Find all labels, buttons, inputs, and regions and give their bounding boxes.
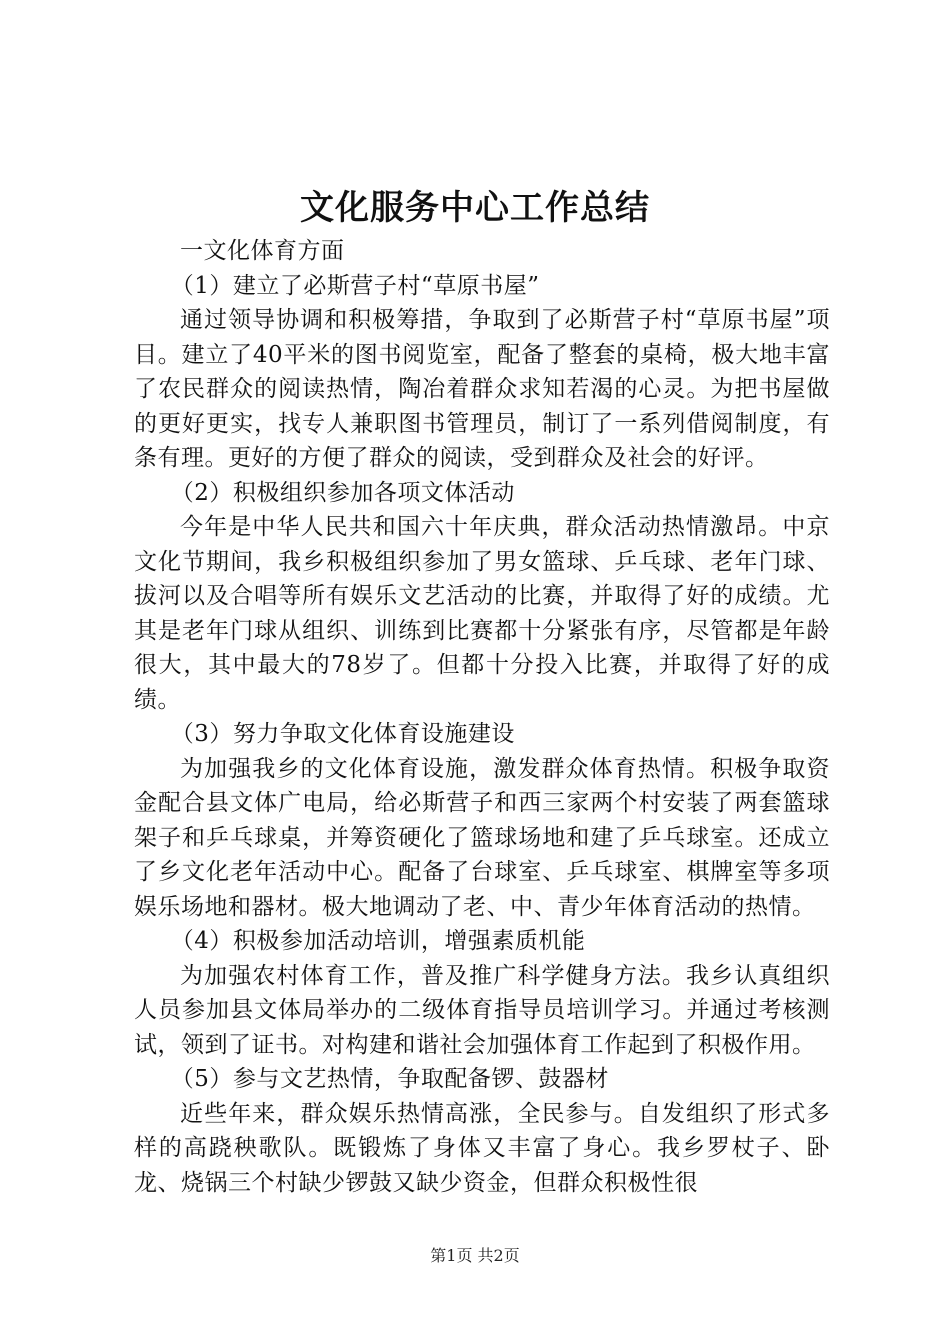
subsection-heading: （1）建立了必斯营子村“草原书屋”	[170, 272, 540, 299]
subsection-heading: （2）积极组织参加各项文体活动	[170, 479, 515, 506]
subsection-heading: （4）积极参加活动培训，增强素质机能	[170, 928, 586, 954]
body-paragraph: 近些年来，群众娱乐热情高涨，全民参与。自发组织了形式多样的高跷秧歌队。既锻炼了身体又丰富了身心。我乡罗杖子、卧龙、烧锅三个村缺少锣鼓又缺少资金，但群众积极性很	[134, 1100, 830, 1196]
section-heading: 一文化体育方面	[180, 238, 345, 264]
body-paragraph: 为加强农村体育工作，普及推广科学健身方法。我乡认真组织人员参加县文体局举办的二级体育指导员培训学习。并通过考核测试，领到了证书。对构建和谐社会加强体育工作起到了积极作用。	[134, 962, 830, 1058]
document-body	[134, 234, 830, 1200]
page-footer: 第1页 共2页	[430, 1246, 520, 1265]
body-paragraph: 通过领导协调和积极筹措，争取到了必斯营子村“草原书屋”项目。建立了40平米的图书阅览室，配备了整套的桌椅，极大地丰富了农民群众的阅读热情，陶冶着群众求知若渴的心灵。为把书屋做的更好更实，找专人兼职图书管理员，制订了一系列借阅制度，有条有理。更好的方便了群众的阅读，受到群众及社会的好评。	[134, 307, 830, 471]
subsection-heading: （5）参与文艺热情，争取配备锣、鼓器材	[170, 1066, 609, 1092]
body-paragraph: 今年是中华人民共和国六十年庆典，群众活动热情激昂。中京文化节期间，我乡积极组织参加了男女篮球、乒乓球、老年门球、拔河以及合唱等所有娱乐文艺活动的比赛，并取得了好的成绩。尤其是老年门球从组织、训练到比赛都十分紧张有序，尽管都是年龄很大，其中最大的78岁了。但都十分投入比赛，并取得了好的成绩。	[134, 514, 830, 713]
body-paragraph: 为加强我乡的文化体育设施，激发群众体育热情。积极争取资金配合县文体广电局，给必斯营子和西三家两个村安装了两套篮球架子和乒乓球桌，并筹资硬化了篮球场地和建了乒乓球室。还成立了乡文化老年活动中心。配备了台球室、乒乓球室、棋牌室等多项娱乐场地和器材。极大地调动了老、中、青少年体育活动的热情。	[134, 755, 830, 920]
subsection-heading: （3）努力争取文化体育设施建设	[170, 721, 515, 747]
document-title: 文化服务中心工作总结	[300, 188, 650, 228]
